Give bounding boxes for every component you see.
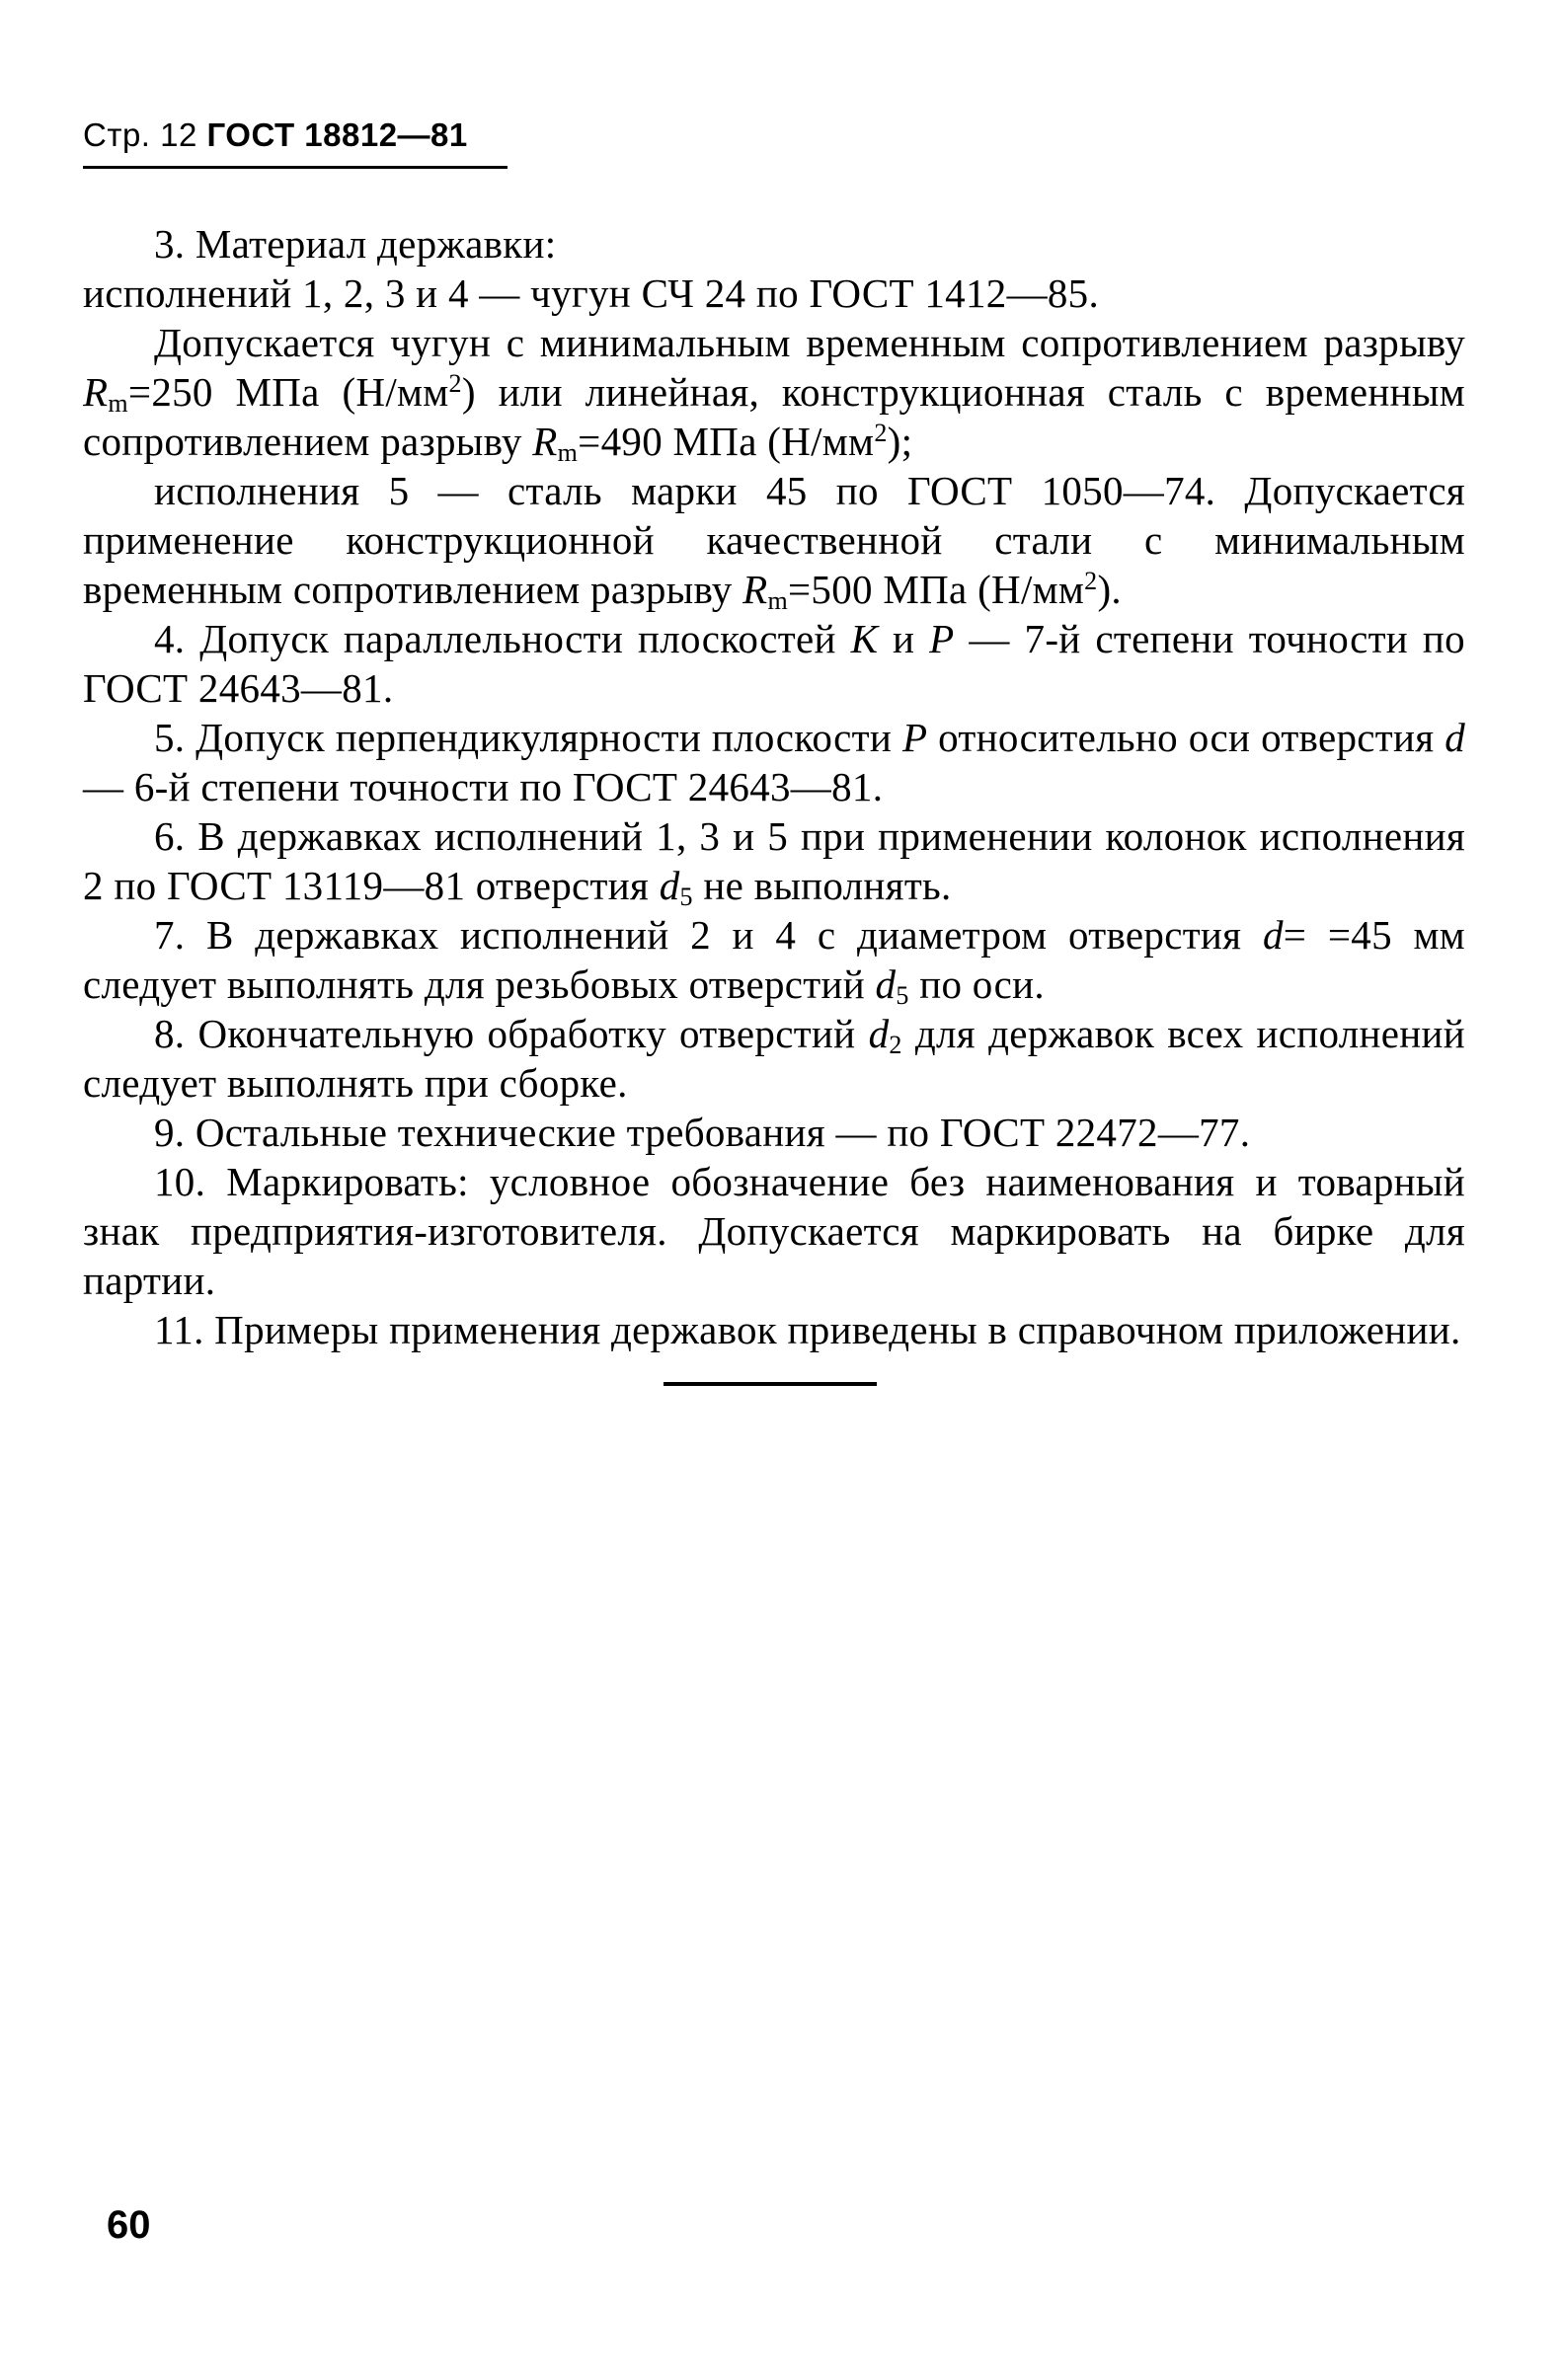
item-3-paragraph-3: исполнения 5 — сталь марки 45 по ГОСТ 1050—74. Допускается применение конструкционной качественной стали с минимальным временным сопротивлением разрыву $R_m=500$ МПа $(Н/мм^2)$. xyxy=(83,468,1465,615)
requirements-text xyxy=(83,219,1465,1354)
item-11: 11. Примеры применения державок приведены в справочном приложении. xyxy=(154,1307,1461,1352)
item-5: 5. Допуск перпендикулярности плоскости Р относительно оси отверстия d — 6-й степени точности по ГОСТ 24643—81. xyxy=(83,715,1465,809)
item-9: 9. Остальные технические требования — по ГОСТ 22472—77. xyxy=(154,1110,1251,1155)
standard-number: ГОСТ 18812—81 xyxy=(206,116,468,153)
item-8: 8. Окончательную обработку отверстий $d_2$ для державок всех исполнений следует выполнять при сборке. xyxy=(83,1011,1465,1106)
item-3-paragraph-2: Допускается чугун с минимальным временным сопротивлением разрыву $R_m=250$ МПа $(Н/мм^2)$ или линейная, конструкционная сталь с временным сопротивлением разрыву $R_m=490$ МПа $(Н/мм^2)$; xyxy=(83,320,1465,467)
page-number: 60 xyxy=(107,2203,151,2247)
item-4: 4. Допуск параллельности плоскостей К и Р — 7-й степени точности по ГОСТ 24643—81. xyxy=(83,616,1465,711)
item-3-title: 3. Материал державки: xyxy=(154,221,557,267)
item-7: 7. В державках исполнений 2 и 4 с диаметром отверстия d= =45 мм следует выполнять для резьбовых отверстий $d_5$ по оси. xyxy=(83,912,1465,1010)
end-rule xyxy=(664,1382,877,1386)
running-header xyxy=(83,116,468,154)
item-10: 10. Маркировать: условное обозначение без наименования и товарный знак предприятия-изготовителя. Допускается маркировать на бирке для партии. xyxy=(83,1159,1465,1303)
header-rule xyxy=(83,166,508,169)
item-3-line-1: исполнений 1, 2, 3 и 4 — чугун СЧ 24 по ГОСТ 1412—85. xyxy=(83,270,1100,316)
item-6: 6. В державках исполнений 1, 3 и 5 при применении колонок исполнения 2 по ГОСТ 13119—81 отверстия $d_5$ не выполнять. xyxy=(83,813,1465,911)
page-label: Стр. 12 xyxy=(83,116,197,153)
